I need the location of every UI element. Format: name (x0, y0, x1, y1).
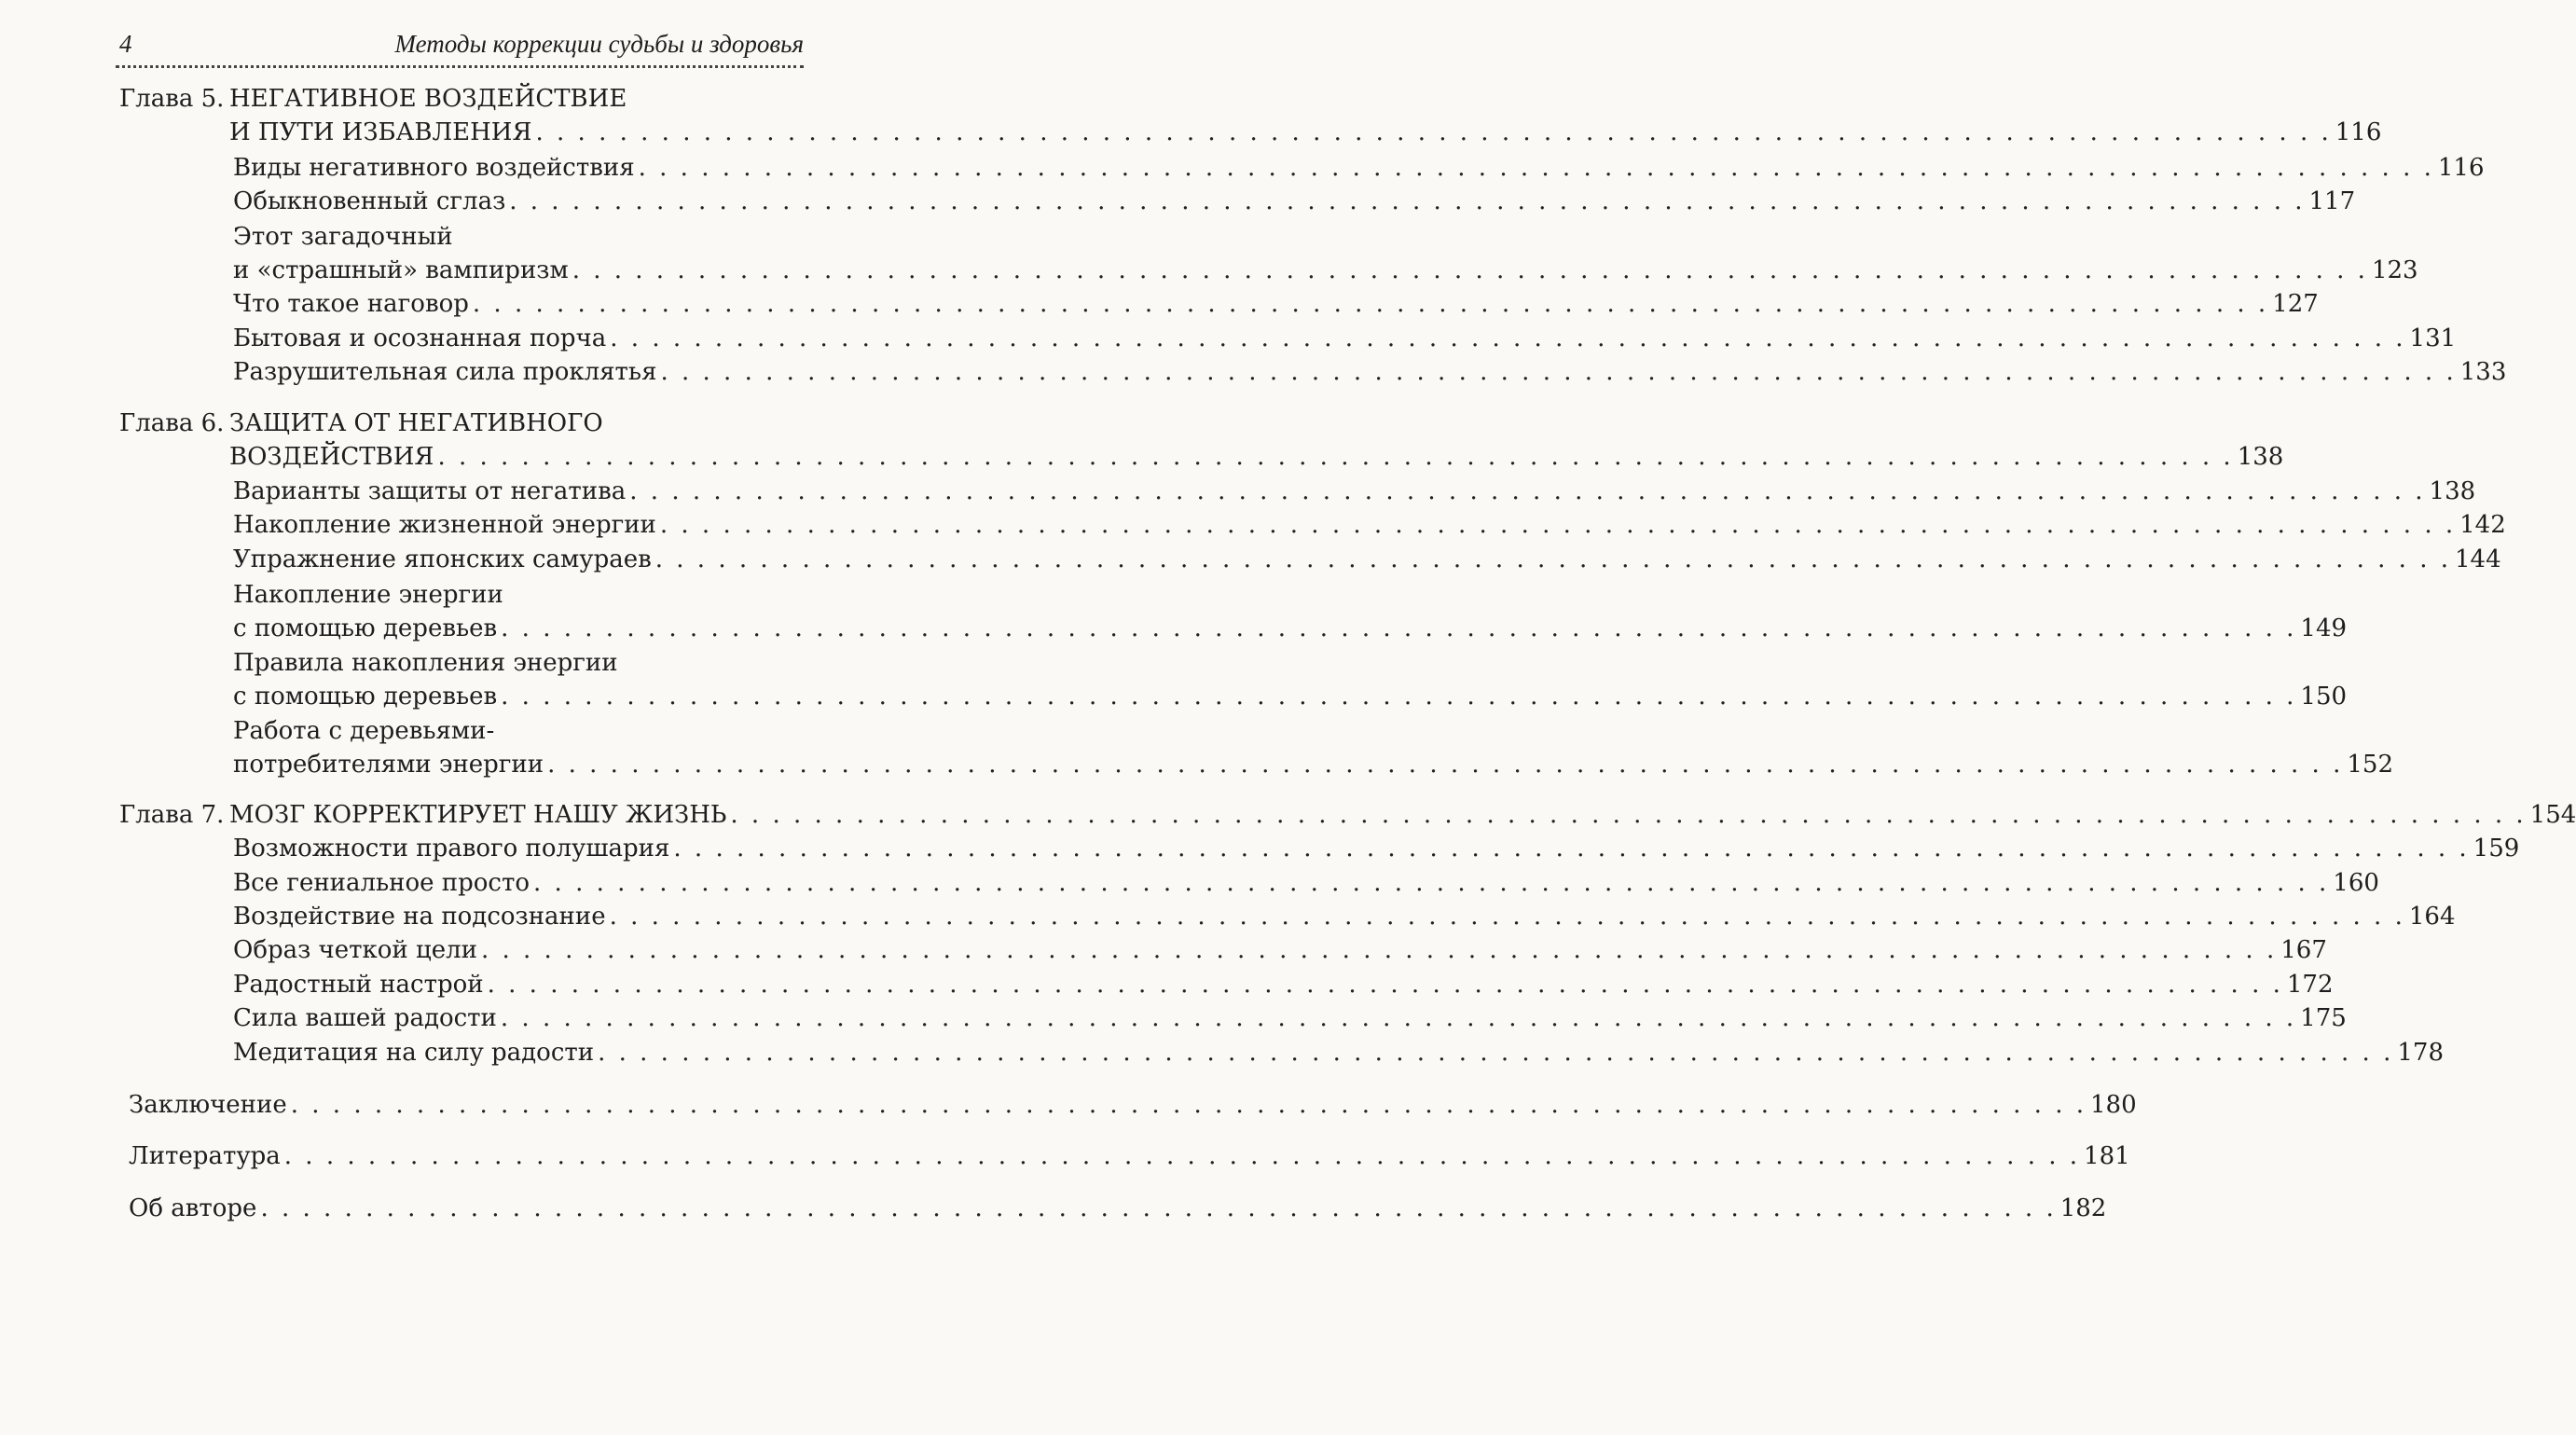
section-entry (233, 185, 2356, 218)
entry-title: потребителями энергии (233, 751, 544, 779)
dot-leader: . . . . . . . . . . . . . . . . . . . . . . . . . . . . . . . . . . . . . . . . . . . . . . . . . . . . . . . . . . . . . . . . . . . . . . . . . . . . . . . . . . . . . . (673, 835, 2470, 862)
entry-title: Заключение (129, 1091, 287, 1119)
section-entry (233, 933, 2327, 967)
entry-title: Образ четкой цели (233, 936, 477, 964)
entry-page-number: 138 (2237, 443, 2284, 471)
entry-page-number: 180 (2090, 1091, 2137, 1119)
dot-leader: . . . . . . . . . . . . . . . . . . . . . . . . . . . . . . . . . . . . . . . . . . . . . . . . . . . . . . . . . . . . . . . . . . . . . . . . . . . . . . . . . . . . . . (533, 869, 2330, 897)
entry-page-number: 159 (2473, 835, 2520, 862)
entry-title: Варианты защиты от негатива (233, 477, 627, 505)
chapter-title-line: НЕГАТИВНОЕ ВОЗДЕЙСТВИЕ (229, 85, 627, 113)
entry-page-number: 152 (2347, 751, 2393, 779)
section-entry (233, 832, 2520, 865)
entry-title: Разрушительная сила проклятья (233, 358, 657, 386)
dot-leader: . . . . . . . . . . . . . . . . . . . . . . . . . . . . . . . . . . . . . . . . . . . . . . . . . . . . . . . . . . . . . . . . . . . . . . . . . . . . . . . . . . . . . . (659, 511, 2457, 539)
chapter-label: Глава 5. (119, 85, 225, 113)
entry-page-number: 142 (2459, 511, 2506, 539)
dot-leader: . . . . . . . . . . . . . . . . . . . . . . . . . . . . . . . . . . . . . . . . . . . . . . . . . . . . . . . . . . . . . . . . . . . . . . . . . . . . . . . . . . . . . . (629, 477, 2426, 505)
entry-page-number: 133 (2459, 358, 2507, 386)
entry-title: Возможности правого полушария (233, 835, 670, 862)
entry-title: Литература (129, 1142, 281, 1170)
entry-page-number: 144 (2455, 545, 2501, 573)
dot-leader: . . . . . . . . . . . . . . . . . . . . . . . . . . . . . . . . . . . . . . . . . . . . . . . . . . . . . . . . . . . . . . . . . . . . . . . . . . . . . . . . . . . . . . (547, 751, 2344, 779)
entry-title: Медитация на силу радости (233, 1039, 595, 1067)
dot-leader: . . . . . . . . . . . . . . . . . . . . . . . . . . . . . . . . . . . . . . . . . . . . . . . . . . . . . . . . . . . . . . . . . . . . . . . . . . . . . . . . . . . . . . (501, 683, 2297, 711)
entry-page-number: 167 (2280, 936, 2327, 964)
dot-leader: . . . . . . . . . . . . . . . . . . . . . . . . . . . . . . . . . . . . . . . . . . . . . . . . . . . . . . . . . . . . . . . . . . . . . . . . . . . . . . . . . . . . . . (598, 1039, 2394, 1067)
entry-page-number: 149 (2300, 614, 2348, 642)
entry-title: Об авторе (129, 1194, 257, 1222)
dot-leader: . . . . . . . . . . . . . . . . . . . . . . . . . . . . . . . . . . . . . . . . . . . . . . . . . . . . . . . . . . . . . . . . . . . . . . . . . . . . . . . . . . . . . . (609, 903, 2405, 931)
dot-leader: . . . . . . . . . . . . . . . . . . . . . . . . . . . . . . . . . . . . . . . . . . . . . . . . . . . . . . . . . . . . . . . . . . . . . . . . . . . . . . . . . . . . . . (509, 187, 2306, 215)
entry-title: Виды негативного воздействия (233, 154, 635, 182)
section-entry (233, 680, 2348, 713)
entry-title: Воздействие на подсознание (233, 903, 606, 931)
entry-title: Что такое наговор (233, 290, 469, 318)
back-matter-entry (129, 1139, 2130, 1173)
section-entry (233, 355, 2507, 389)
entry-page-number: 154 (2529, 801, 2576, 829)
entry-page-number: 116 (2437, 154, 2485, 182)
section-entry (233, 475, 2476, 508)
running-header (116, 28, 804, 68)
entry-page-number: 164 (2408, 903, 2456, 931)
entry-title: ВОЗДЕЙСТВИЯ (229, 443, 434, 471)
dot-leader: . . . . . . . . . . . . . . . . . . . . . . . . . . . . . . . . . . . . . . . . . . . . . . . . . . . . . . . . . . . . . . . . . . . . . . . . . . . . . . . . . . . . . . (290, 1091, 2087, 1119)
chapter-label: Глава 7. (119, 801, 225, 829)
entry-title: Обыкновенный сглаз (233, 187, 506, 215)
dot-leader: . . . . . . . . . . . . . . . . . . . . . . . . . . . . . . . . . . . . . . . . . . . . . . . . . . . . . . . . . . . . . . . . . . . . . . . . . . . . . . . . . . . . . . (638, 154, 2434, 182)
entry-title: и «страшный» вампиризм (233, 256, 569, 284)
entry-title: Накопление жизненной энергии (233, 511, 656, 539)
dot-leader: . . . . . . . . . . . . . . . . . . . . . . . . . . . . . . . . . . . . . . . . . . . . . . . . . . . . . . . . . . . . . . . . . . . . . . . . . . . . . . . . . . . . . . (480, 936, 2278, 964)
dot-leader: . . . . . . . . . . . . . . . . . . . . . . . . . . . . . . . . . . . . . . . . . . . . . . . . . . . . . . . . . . . . . . . . . . . . . . . . . . . . . . . . . . . . . . (437, 443, 2234, 471)
dot-leader: . . . . . . . . . . . . . . . . . . . . . . . . . . . . . . . . . . . . . . . . . . . . . . . . . . . . . . . . . . . . . . . . . . . . . . . . . . . . . . . . . . . . . . (472, 290, 2269, 318)
entry-page-number: 181 (2084, 1142, 2130, 1170)
section-entry (233, 322, 2457, 355)
section-entry (233, 287, 2319, 321)
chapter-title-line (229, 440, 2284, 474)
entry-page-number: 175 (2300, 1004, 2347, 1032)
entry-page-number: 127 (2272, 290, 2319, 318)
chapter-title-line: ЗАЩИТА ОТ НЕГАТИВНОГО (229, 409, 603, 437)
chapter-title-line (229, 798, 2576, 832)
section-entry (233, 900, 2456, 933)
entry-title: с помощью деревьев (233, 683, 498, 711)
entry-page-number: 131 (2409, 324, 2457, 352)
back-matter-entry (129, 1192, 2107, 1225)
dot-leader: . . . . . . . . . . . . . . . . . . . . . . . . . . . . . . . . . . . . . . . . . . . . . . . . . . . . . . . . . . . . . . . . . . . . . . . . . . . . . . . . . . . . . . (283, 1142, 2081, 1170)
section-entry-line: Работа с деревьями- (233, 717, 495, 745)
chapter-title-line (229, 116, 2382, 149)
section-entry (233, 1036, 2444, 1069)
dot-leader: . . . . . . . . . . . . . . . . . . . . . . . . . . . . . . . . . . . . . . . . . . . . . . . . . . . . . . . . . . . . . . . . . . . . . . . . . . . . . . . . . . . . . . (730, 801, 2527, 829)
entry-page-number: 117 (2308, 187, 2356, 215)
dot-leader: . . . . . . . . . . . . . . . . . . . . . . . . . . . . . . . . . . . . . . . . . . . . . . . . . . . . . . . . . . . . . . . . . . . . . . . . . . . . . . . . . . . . . . (501, 614, 2297, 642)
section-entry-line: Накопление энергии (233, 581, 503, 609)
chapter-label: Глава 6. (119, 409, 225, 437)
entry-page-number: 178 (2397, 1039, 2444, 1067)
entry-page-number: 172 (2286, 971, 2334, 999)
section-entry (233, 508, 2506, 542)
page-number: 4 (119, 30, 132, 58)
section-entry (233, 151, 2485, 185)
section-entry (233, 612, 2348, 645)
entry-title: с помощью деревьев (233, 614, 498, 642)
section-entry (233, 968, 2334, 1001)
section-entry (233, 866, 2379, 900)
entry-page-number: 150 (2300, 683, 2348, 711)
entry-page-number: 116 (2335, 118, 2382, 146)
entry-title: Упражнение японских самураев (233, 545, 652, 573)
section-entry (233, 543, 2501, 576)
entry-title: Радостный настрой (233, 971, 484, 999)
entry-title: МОЗГ КОРРЕКТИРУЕТ НАШУ ЖИЗНЬ (229, 801, 727, 829)
dot-leader: . . . . . . . . . . . . . . . . . . . . . . . . . . . . . . . . . . . . . . . . . . . . . . . . . . . . . . . . . . . . . . . . . . . . . . . . . . . . . . . . . . . . . . (660, 358, 2457, 386)
entry-title: И ПУТИ ИЗБАВЛЕНИЯ (229, 118, 532, 146)
dot-leader: . . . . . . . . . . . . . . . . . . . . . . . . . . . . . . . . . . . . . . . . . . . . . . . . . . . . . . . . . . . . . . . . . . . . . . . . . . . . . . . . . . . . . . (260, 1194, 2057, 1222)
dot-leader: . . . . . . . . . . . . . . . . . . . . . . . . . . . . . . . . . . . . . . . . . . . . . . . . . . . . . . . . . . . . . . . . . . . . . . . . . . . . . . . . . . . . . . (610, 324, 2406, 352)
section-entry (233, 748, 2393, 781)
section-entry-line: Правила накопления энергии (233, 649, 618, 677)
section-entry (233, 254, 2418, 287)
entry-page-number: 160 (2333, 869, 2379, 897)
entry-page-number: 123 (2371, 256, 2418, 284)
back-matter-entry (129, 1088, 2137, 1122)
dot-leader: . . . . . . . . . . . . . . . . . . . . . . . . . . . . . . . . . . . . . . . . . . . . . . . . . . . . . . . . . . . . . . . . . . . . . . . . . . . . . . . . . . . . . . (487, 971, 2283, 999)
entry-title: Сила вашей радости (233, 1004, 497, 1032)
section-entry-line: Этот загадочный (233, 223, 453, 251)
section-entry (233, 1001, 2347, 1035)
entry-title: Бытовая и осознанная порча (233, 324, 607, 352)
dot-leader: . . . . . . . . . . . . . . . . . . . . . . . . . . . . . . . . . . . . . . . . . . . . . . . . . . . . . . . . . . . . . . . . . . . . . . . . . . . . . . . . . . . . . . (535, 118, 2332, 146)
running-title: Методы коррекции судьбы и здоровья (394, 30, 804, 58)
dot-leader: . . . . . . . . . . . . . . . . . . . . . . . . . . . . . . . . . . . . . . . . . . . . . . . . . . . . . . . . . . . . . . . . . . . . . . . . . . . . . . . . . . . . . . (654, 545, 2452, 573)
entry-page-number: 138 (2429, 477, 2476, 505)
entry-page-number: 182 (2059, 1194, 2107, 1222)
dot-leader: . . . . . . . . . . . . . . . . . . . . . . . . . . . . . . . . . . . . . . . . . . . . . . . . . . . . . . . . . . . . . . . . . . . . . . . . . . . . . . . . . . . . . . (500, 1004, 2297, 1032)
dot-leader: . . . . . . . . . . . . . . . . . . . . . . . . . . . . . . . . . . . . . . . . . . . . . . . . . . . . . . . . . . . . . . . . . . . . . . . . . . . . . . . . . . . . . . (572, 256, 2368, 284)
entry-title: Все гениальное просто (233, 869, 530, 897)
